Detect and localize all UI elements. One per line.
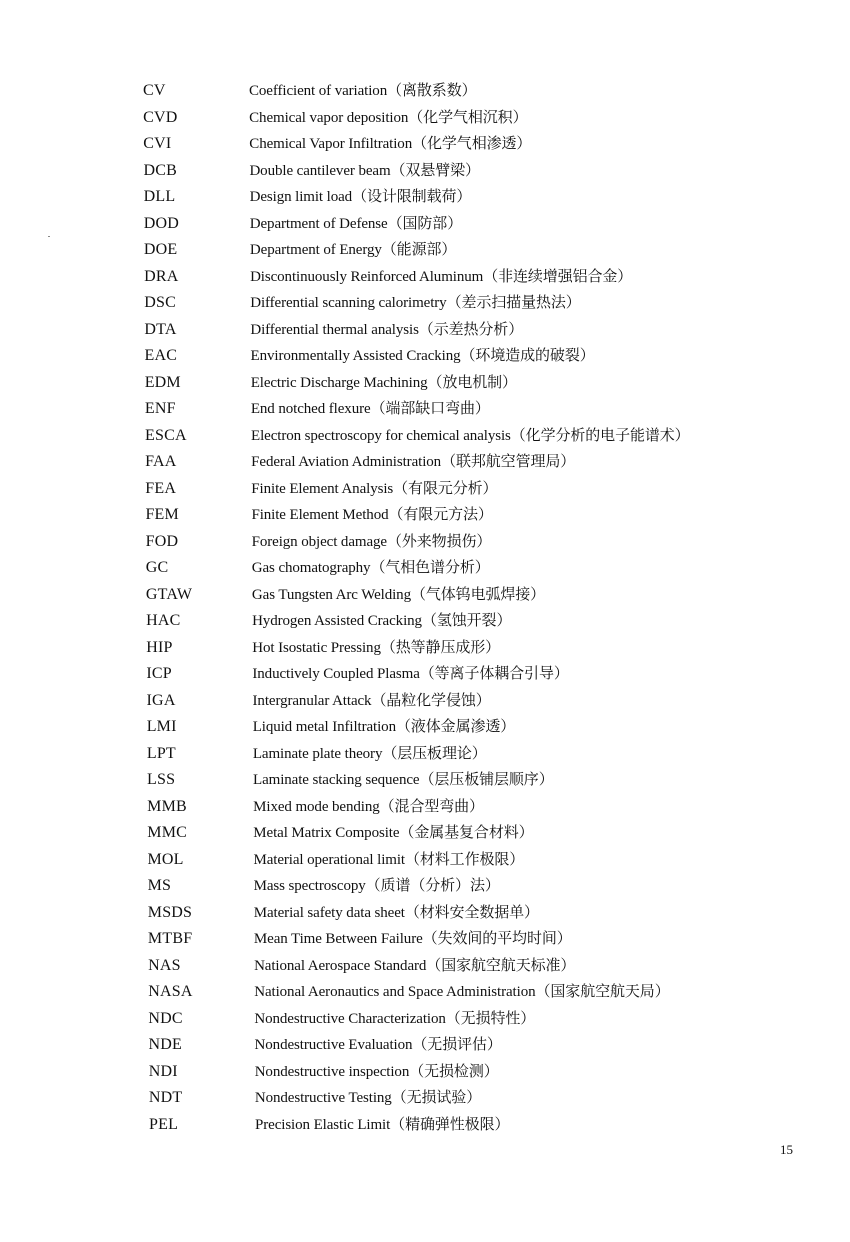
abbreviation-definition: End notched flexure（端部缺口弯曲） — [250, 401, 490, 417]
abbreviation-definition: Material safety data sheet（材料安全数据单） — [253, 904, 539, 921]
abbreviation-definition: Liquid metal Infiltration（液体金属渗透） — [252, 719, 516, 735]
abbreviation-term: DSC — [144, 294, 176, 311]
abbreviation-term: EDM — [144, 373, 181, 391]
abbreviation-entry — [0, 502, 850, 529]
abbreviation-definition: Mass spectroscopy（质谱（分析）法） — [253, 878, 500, 894]
abbreviation-term: MOL — [147, 850, 184, 868]
abbreviation-term: LPT — [146, 744, 176, 762]
abbreviation-term: NASA — [148, 983, 193, 1000]
abbreviation-term: DRA — [144, 267, 179, 285]
abbreviation-term: FEA — [145, 479, 177, 497]
abbreviation-entry — [0, 105, 850, 132]
abbreviation-term: DCB — [143, 161, 177, 179]
abbreviation-definition: Discontinuously Reinforced Aluminum（非连续增强铝合金） — [250, 268, 633, 285]
abbreviation-definition: Electric Discharge Machining（放电机制） — [250, 374, 517, 391]
abbreviation-entry — [0, 847, 850, 874]
abbreviation-entry — [0, 608, 850, 635]
abbreviation-definition: Chemical vapor deposition（化学气相沉积） — [249, 109, 528, 126]
abbreviation-term: LSS — [147, 771, 176, 788]
abbreviation-entry — [0, 158, 850, 185]
abbreviation-entry — [0, 1059, 850, 1086]
abbreviation-definition: National Aerospace Standard（国家航空航天标准） — [254, 957, 576, 974]
abbreviation-term: FAA — [145, 453, 177, 470]
abbreviation-entry — [0, 900, 850, 927]
abbreviation-definition: Nondestructive Evaluation（无损评估） — [254, 1037, 502, 1053]
abbreviation-definition: Hot Isostatic Pressing（热等静压成形） — [252, 639, 501, 656]
abbreviation-entry — [0, 794, 850, 821]
abbreviation-entry — [0, 979, 850, 1006]
abbreviation-definition: Electron spectroscopy for chemical analysis（化学分析的电子能谱术） — [251, 427, 690, 444]
abbreviation-term: DOE — [143, 241, 178, 258]
abbreviation-list — [0, 78, 850, 1138]
abbreviation-term: NDT — [148, 1089, 183, 1106]
abbreviation-definition: Finite Element Analysis（有限元分析） — [251, 480, 498, 497]
abbreviation-definition: Finite Element Method（有限元方法） — [251, 507, 493, 523]
abbreviation-term: GC — [145, 559, 169, 576]
abbreviation-definition: National Aeronautics and Space Administration（国家航空航天局） — [254, 984, 670, 1000]
abbreviation-term: GTAW — [145, 585, 193, 603]
abbreviation-term: NDE — [148, 1036, 183, 1053]
abbreviation-definition: Metal Matrix Composite（金属基复合材料） — [253, 825, 534, 841]
abbreviation-entry — [0, 264, 850, 291]
abbreviation-definition: Nondestructive Characterization（无损特性） — [254, 1010, 536, 1027]
abbreviation-entry — [0, 1085, 850, 1112]
abbreviation-entry — [0, 953, 850, 980]
abbreviation-definition: Material operational limit（材料工作极限） — [253, 851, 525, 868]
abbreviation-term: ESCA — [145, 426, 187, 444]
abbreviation-entry — [0, 741, 850, 768]
abbreviation-term: DLL — [143, 188, 176, 205]
abbreviation-term: FEM — [145, 506, 179, 523]
abbreviation-definition: Precision Elastic Limit（精确弹性极限） — [255, 1116, 510, 1133]
abbreviation-definition: Laminate stacking sequence（层压板铺层顺序） — [253, 772, 554, 788]
abbreviation-entry — [0, 767, 850, 794]
abbreviation-entry — [0, 555, 850, 582]
abbreviation-term: EAC — [144, 347, 178, 364]
abbreviation-definition: Differential thermal analysis（示差热分析） — [250, 321, 524, 338]
abbreviation-entry — [0, 582, 850, 609]
abbreviation-entry — [0, 873, 850, 900]
abbreviation-term: FOD — [145, 532, 179, 550]
abbreviation-definition: Mixed mode bending（混合型弯曲） — [253, 798, 484, 815]
abbreviation-term: NDC — [148, 1009, 183, 1027]
abbreviation-entry — [0, 423, 850, 450]
abbreviation-definition: Hydrogen Assisted Cracking（氢蚀开裂） — [252, 613, 512, 629]
abbreviation-entry — [0, 343, 850, 370]
abbreviation-definition: Mean Time Between Failure（失效间的平均时间） — [253, 931, 572, 947]
abbreviation-entry — [0, 529, 850, 556]
abbreviation-term: CVI — [143, 135, 172, 152]
abbreviation-entry — [0, 449, 850, 476]
abbreviation-entry — [0, 317, 850, 344]
abbreviation-term: DTA — [144, 320, 177, 338]
abbreviation-entry — [0, 635, 850, 662]
abbreviation-definition: Nondestructive inspection（无损检测） — [254, 1063, 499, 1080]
abbreviation-term: MS — [147, 877, 172, 894]
abbreviation-term: HAC — [146, 612, 181, 629]
abbreviation-definition: Foreign object damage（外来物损伤） — [251, 533, 492, 550]
abbreviation-entry — [0, 237, 850, 264]
abbreviation-term: CVD — [143, 108, 178, 126]
abbreviation-definition: Double cantilever beam（双悬臂梁） — [249, 162, 480, 179]
abbreviation-entry — [0, 688, 850, 715]
abbreviation-definition: Inductively Coupled Plasma（等离子体耦合引导） — [252, 666, 569, 682]
abbreviation-entry — [0, 290, 850, 317]
abbreviation-definition: Department of Energy（能源部） — [249, 242, 457, 258]
abbreviation-definition: Department of Defense（国防部） — [249, 215, 463, 232]
abbreviation-term: MMB — [147, 797, 187, 815]
abbreviation-definition: Differential scanning calorimetry（差示扫描量热法） — [250, 295, 581, 311]
abbreviation-entry — [0, 476, 850, 503]
abbreviation-entry — [0, 396, 850, 423]
abbreviation-entry — [0, 131, 850, 158]
abbreviation-definition: Design limit load（设计限制载荷） — [249, 189, 472, 205]
abbreviation-entry — [0, 211, 850, 238]
abbreviation-definition: Environmentally Assisted Cracking（环境造成的破裂） — [250, 348, 595, 364]
abbreviation-term: NDI — [148, 1062, 178, 1080]
abbreviation-term: ICP — [146, 665, 172, 682]
abbreviation-entry — [0, 1032, 850, 1059]
abbreviation-definition: Gas Tungsten Arc Welding（气体钨电弧焊接） — [251, 586, 546, 603]
abbreviation-term: MMC — [147, 824, 188, 841]
abbreviation-entry — [0, 820, 850, 847]
abbreviation-entry — [0, 1112, 850, 1139]
abbreviation-term: IGA — [146, 691, 176, 709]
abbreviation-term: MSDS — [147, 903, 193, 921]
page-number: 15 — [780, 1142, 793, 1157]
abbreviation-entry — [0, 370, 850, 397]
abbreviation-term: PEL — [149, 1115, 179, 1133]
abbreviation-term: ENF — [144, 400, 176, 417]
abbreviation-definition: Federal Aviation Administration（联邦航空管理局） — [251, 454, 576, 470]
abbreviation-term: CV — [143, 82, 166, 99]
abbreviation-definition: Laminate plate theory（层压板理论） — [252, 745, 487, 762]
abbreviation-term: NAS — [148, 956, 181, 974]
abbreviation-definition: Coefficient of variation（离散系数） — [249, 83, 477, 99]
abbreviation-entry — [0, 926, 850, 953]
abbreviation-entry — [0, 184, 850, 211]
abbreviation-term: HIP — [146, 638, 173, 656]
abbreviation-term: MTBF — [147, 930, 193, 947]
abbreviation-term: DOD — [143, 214, 180, 232]
abbreviation-entry — [0, 1006, 850, 1033]
abbreviation-entry — [0, 78, 850, 105]
abbreviation-entry — [0, 714, 850, 741]
abbreviation-term: LMI — [146, 718, 177, 735]
abbreviation-definition: Intergranular Attack（晶粒化学侵蚀） — [252, 692, 491, 709]
abbreviation-definition: Nondestructive Testing（无损试验） — [254, 1090, 482, 1106]
abbreviation-definition: Chemical Vapor Infiltration（化学气相渗透） — [249, 136, 532, 152]
abbreviation-entry — [0, 661, 850, 688]
abbreviation-definition: Gas chomatography（气相色谱分析） — [251, 560, 490, 576]
